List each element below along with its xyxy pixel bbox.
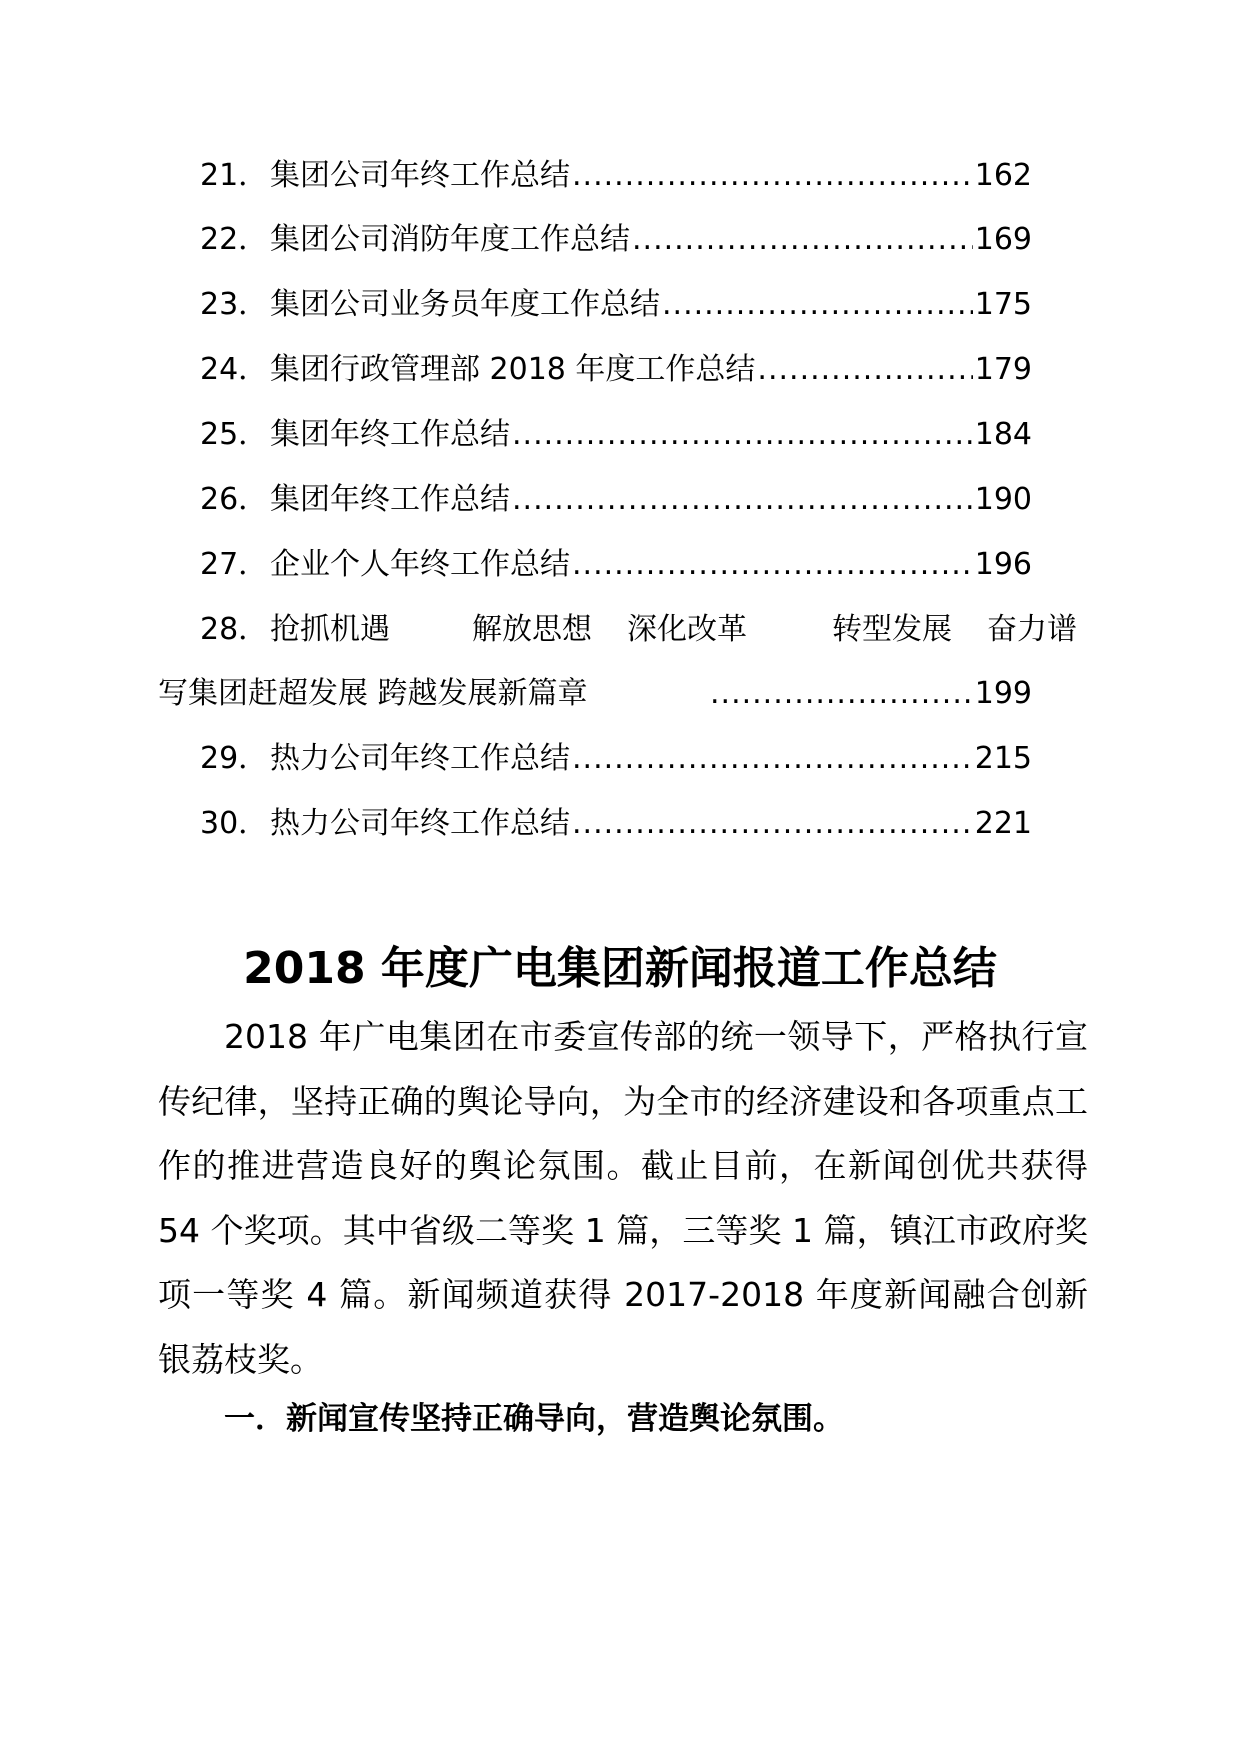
toc-dot-leader — [512, 474, 973, 526]
toc-dot-leader — [662, 279, 973, 331]
toc-entry-number: 29． — [200, 741, 269, 776]
toc-dot-leader — [572, 733, 973, 785]
toc-entry[interactable] — [200, 214, 1032, 266]
toc-entry-number: 28． — [200, 612, 269, 647]
toc-entry-page: 221 — [974, 806, 1032, 841]
toc-entry-wrapped-line2[interactable] — [158, 668, 1032, 720]
toc-entry[interactable] — [200, 279, 1032, 331]
toc-entry-number: 23． — [200, 287, 269, 322]
toc-entry[interactable] — [200, 344, 1032, 396]
toc-entry-title: 热力公司年终工作总结 — [270, 741, 570, 776]
toc-entry-number: 25． — [200, 417, 269, 452]
toc-entry-page: 199 — [974, 676, 1032, 711]
toc-entry-title-segment: 奋力谱 — [987, 612, 1077, 647]
toc-entry-title-segment: 转型发展 — [832, 612, 952, 647]
toc-entry-number: 27． — [200, 547, 269, 582]
toc-entry-title-segment: 深化改革 — [627, 612, 747, 647]
toc-entry-page: 175 — [974, 287, 1032, 322]
toc-entry-title-continued: 写集团赶超发展 跨越发展新篇章 — [158, 676, 588, 711]
toc-dot-leader — [572, 539, 973, 591]
toc-dot-leader — [512, 409, 973, 461]
toc-entry-page: 215 — [974, 741, 1032, 776]
toc-dot-leader — [757, 344, 972, 396]
toc-entry-number: 22． — [200, 222, 269, 257]
toc-dot-leader — [632, 214, 973, 266]
toc-entry-number: 26． — [200, 482, 269, 517]
toc-dot-leader — [710, 668, 973, 720]
toc-entry-page: 190 — [974, 482, 1032, 517]
toc-dot-leader — [572, 798, 973, 850]
toc-entry-number: 30． — [200, 806, 269, 841]
toc-entry-page: 196 — [974, 547, 1032, 582]
body-paragraph: 2018 年广电集团在市委宣传部的统一领导下，严格执行宣传纪律，坚持正确的舆论导向，为全市的经济建设和各项重点工作的推进营造良好的舆论氛围。截止目前，在新闻创优共获得 54 个奖项。其中省级二等奖 1 篇，三等奖 1 篇，镇江市政府奖项一等奖 4 篇。新闻频道获得 2017-2018 年度新闻融合创新银荔枝奖。 — [158, 1017, 1088, 1379]
toc-entry[interactable] — [200, 409, 1032, 461]
toc-entry-title: 企业个人年终工作总结 — [270, 547, 570, 582]
toc-entry-title: 热力公司年终工作总结 — [270, 806, 570, 841]
toc-entry[interactable] — [200, 474, 1032, 526]
toc-entry[interactable] — [200, 150, 1032, 202]
toc-entry-page: 179 — [974, 352, 1032, 387]
toc-entry[interactable] — [200, 733, 1032, 785]
section-heading: 一．新闻宣传坚持正确导向，营造舆论氛围。 — [224, 1401, 844, 1437]
toc-entry-page: 162 — [974, 158, 1032, 193]
toc-entry-title: 集团年终工作总结 — [270, 417, 510, 452]
toc-entry-number: 24． — [200, 352, 269, 387]
toc-entry-title-segment: 抢抓机遇 — [270, 612, 390, 647]
toc-entry-wrapped-line1[interactable] — [200, 604, 1092, 656]
toc-entry-title: 集团公司年终工作总结 — [270, 158, 570, 193]
toc-entry-page: 169 — [974, 222, 1032, 257]
document-title: 2018 年度广电集团新闻报道工作总结 — [243, 943, 997, 995]
toc-entry-title: 集团行政管理部 2018 年度工作总结 — [270, 352, 756, 387]
toc-entry-page: 184 — [974, 417, 1032, 452]
toc-entry-title-segment: 解放思想 — [472, 612, 592, 647]
toc-entry-title: 集团公司业务员年度工作总结 — [270, 287, 660, 322]
toc-entry[interactable] — [200, 539, 1032, 591]
toc-entry-number: 21． — [200, 158, 269, 193]
toc-entry-title: 集团公司消防年度工作总结 — [270, 222, 630, 257]
toc-entry[interactable] — [200, 798, 1032, 850]
toc-entry-title: 集团年终工作总结 — [270, 482, 510, 517]
toc-dot-leader — [572, 150, 973, 202]
